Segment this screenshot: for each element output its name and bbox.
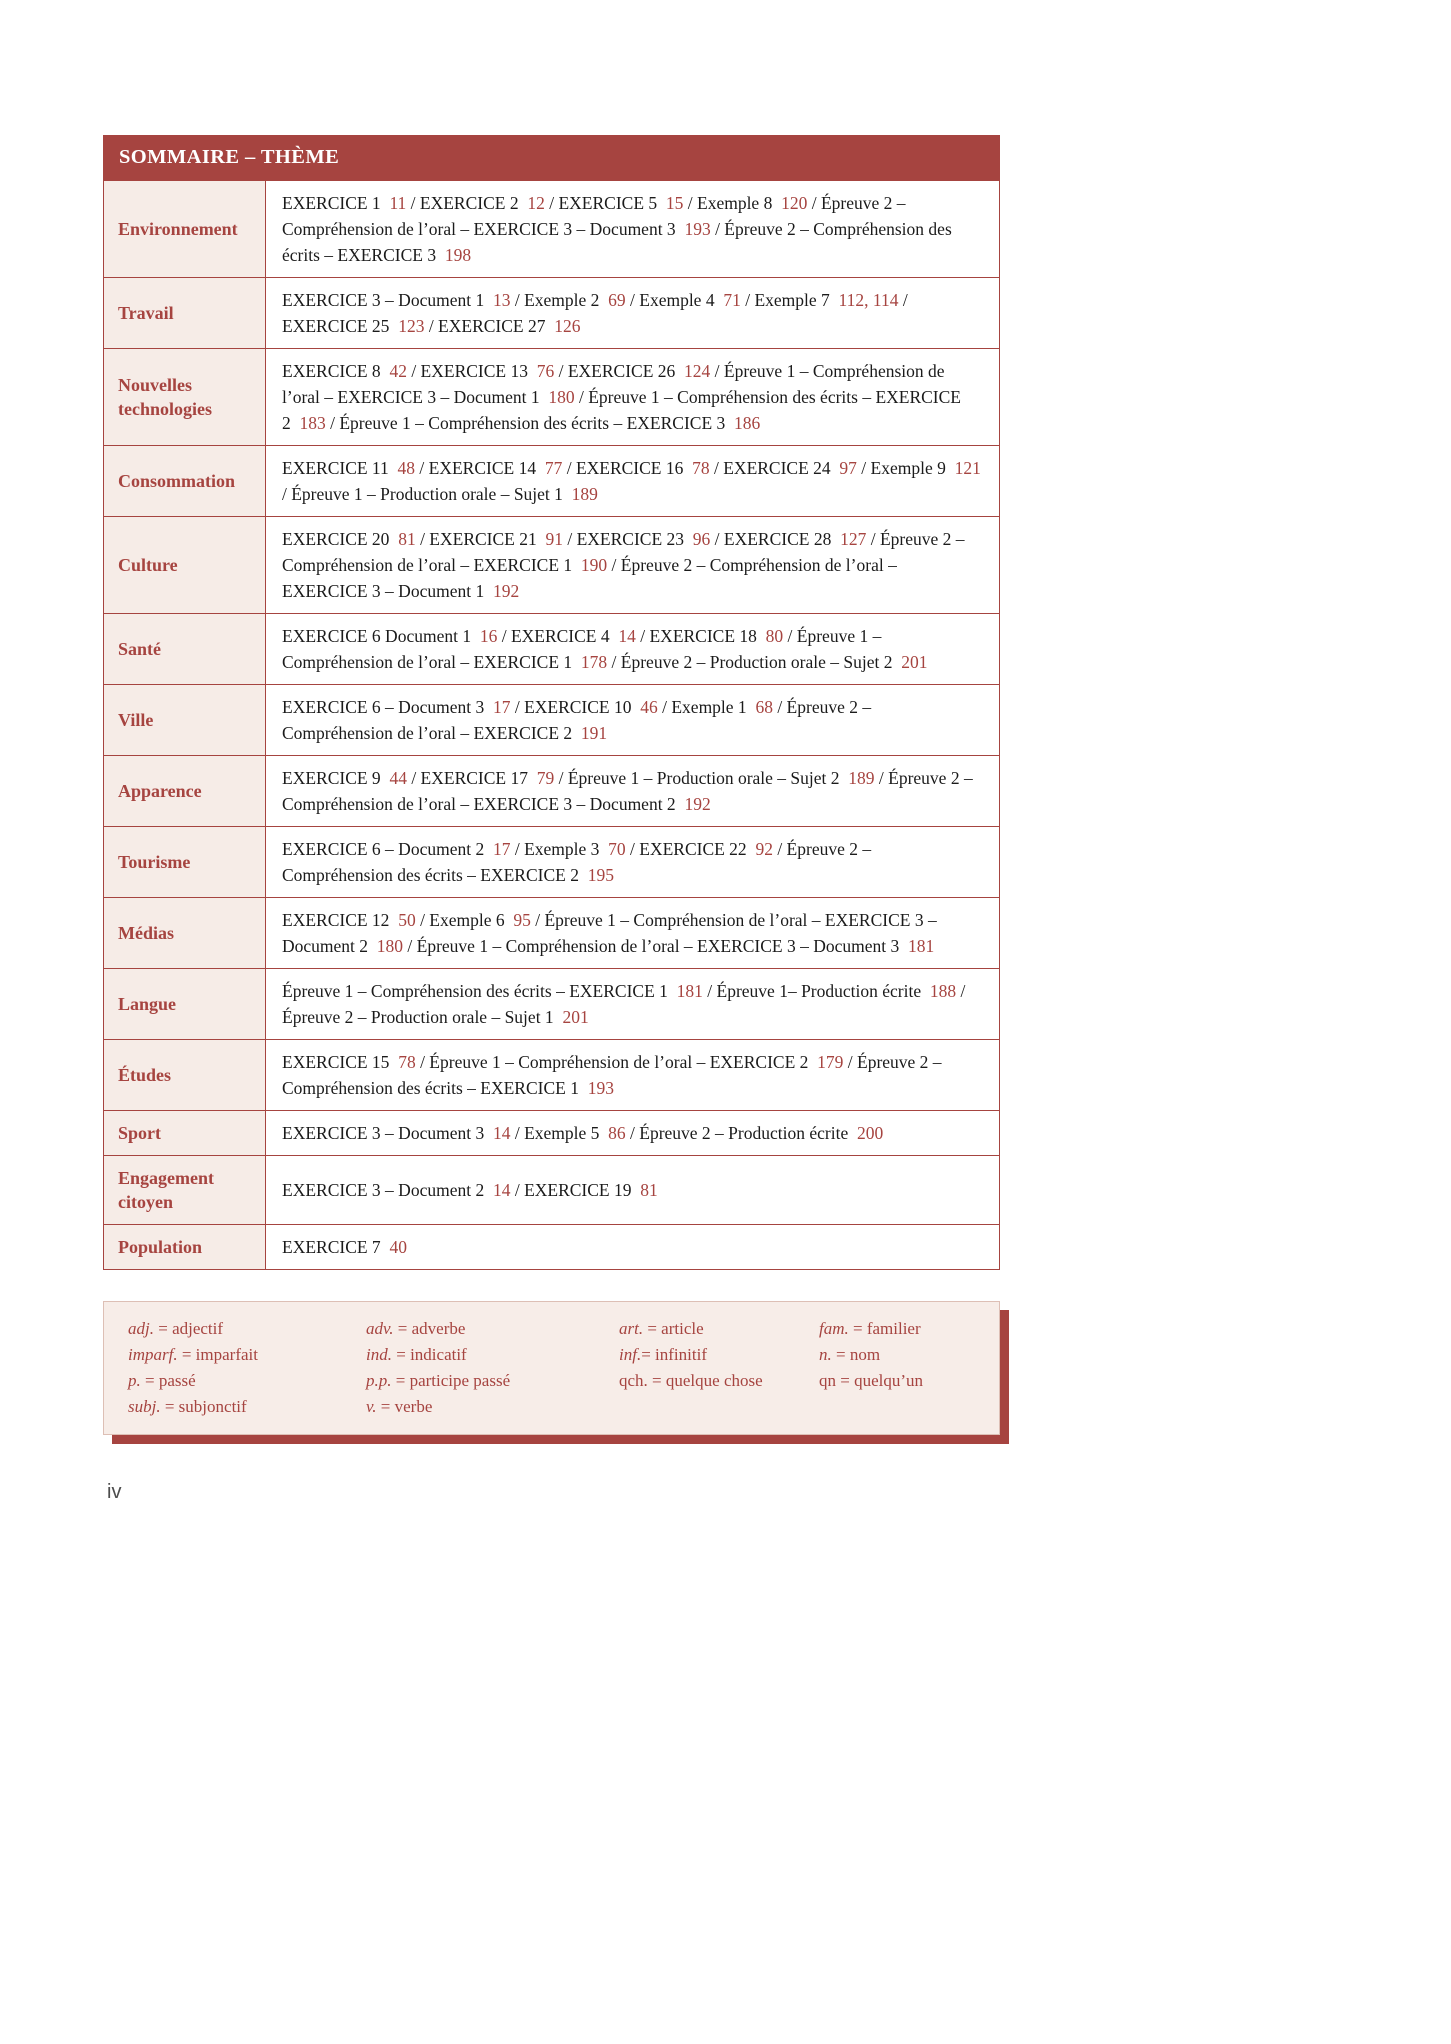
legend-abbr: adj. [128, 1319, 154, 1338]
entry-label: / Épreuve 1 – Compréhension des écrits – EXERCICE 3 [325, 413, 735, 433]
theme-table-body [103, 181, 1000, 1270]
page-number: 180 [376, 936, 404, 956]
theme-cell [104, 1040, 266, 1110]
page-number: 78 [692, 458, 710, 478]
page-number: 78 [398, 1052, 416, 1072]
legend-definition: = verbe [376, 1397, 433, 1416]
entry-label: / Épreuve 2 – Compréhension des écrits – EXERCICE 2 [282, 839, 872, 885]
entry-label: / Exemple 6 [415, 910, 514, 930]
legend-abbr: p.p. [366, 1371, 392, 1390]
entry-label: / EXERCICE 21 [415, 529, 546, 549]
page-number: 192 [492, 581, 520, 601]
legend-item [819, 1316, 989, 1342]
entry-label: / Épreuve 1 – Production orale – Sujet 2 [554, 768, 849, 788]
page-number: 17 [492, 697, 511, 717]
entry-label: EXERCICE 6 – Document 2 [282, 839, 493, 859]
page-number: 191 [580, 723, 608, 743]
theme-cell [104, 1156, 266, 1224]
entry-label: / EXERCICE 23 [562, 529, 693, 549]
page-number: 96 [692, 529, 711, 549]
page-number: 95 [513, 910, 531, 930]
legend-definition: = nom [831, 1345, 881, 1364]
entry-label: / Exemple 5 [510, 1123, 609, 1143]
entry-label: EXERCICE 11 [282, 458, 398, 478]
table-row [104, 826, 999, 897]
legend-abbr: qch. [619, 1371, 648, 1390]
legend-item [366, 1342, 619, 1368]
legend-definition: = participe passé [391, 1371, 511, 1390]
page-number: 193 [587, 1078, 614, 1098]
theme-cell [104, 756, 266, 826]
legend-definition: = adjectif [153, 1319, 224, 1338]
page-number: 91 [545, 529, 563, 549]
entry-label: EXERCICE 3 – Document 1 [282, 290, 493, 310]
entry-label: EXERCICE 9 [282, 768, 390, 788]
page-number: 11 [389, 193, 407, 213]
entry-label: / EXERCICE 25 [282, 290, 908, 336]
legend-abbr: subj. [128, 1397, 161, 1416]
entry-label: / Épreuve 1– Production écrite [702, 981, 930, 1001]
entry-label: / Exemple 7 [740, 290, 839, 310]
page-number: 12 [527, 193, 545, 213]
theme-label: Santé [118, 639, 162, 659]
legend-item [619, 1368, 819, 1394]
page-number: 77 [544, 458, 563, 478]
entry-label: / EXERCICE 28 [710, 529, 841, 549]
page-number: 121 [954, 458, 981, 478]
legend-item [128, 1342, 366, 1368]
entry-label: EXERCICE 3 – Document 3 [282, 1123, 493, 1143]
document-page [103, 135, 1000, 1504]
page-number: 179 [817, 1052, 844, 1072]
page-number: 188 [929, 981, 957, 1001]
page-number: 14 [618, 626, 636, 646]
entry-text [282, 1049, 985, 1101]
page-number: 180 [548, 387, 575, 407]
legend-abbr: inf. [619, 1345, 642, 1364]
theme-label: Sport [118, 1123, 162, 1143]
entry-label: / EXERCICE 4 [497, 626, 619, 646]
page-number: 79 [536, 768, 555, 788]
theme-label: Études [118, 1065, 172, 1085]
table-title: SOMMAIRE – THÈME [119, 146, 340, 168]
page-number: 183 [299, 413, 326, 433]
entry-label: / EXERCICE 27 [424, 316, 555, 336]
table-row [104, 348, 999, 445]
entry-label: / Exemple 3 [510, 839, 609, 859]
legend-abbr: adv. [366, 1319, 394, 1338]
entry-label: / EXERCICE 2 [406, 193, 528, 213]
entry-label: / Épreuve 2 – Compréhension des écrits – EXERCICE 3 [282, 219, 952, 265]
page-number: 76 [536, 361, 555, 381]
theme-cell [104, 349, 266, 445]
legend-column [128, 1316, 366, 1420]
theme-label: Nouvelles technologies [118, 375, 212, 419]
page-number: 71 [723, 290, 741, 310]
page-number: 17 [492, 839, 511, 859]
legend-item [819, 1368, 989, 1394]
legend-definition: = familier [848, 1319, 921, 1338]
content-cell [266, 969, 999, 1039]
content-cell [266, 1111, 999, 1155]
entry-label: EXERCICE 6 – Document 3 [282, 697, 493, 717]
theme-label: Médias [118, 923, 174, 943]
entry-label: / Épreuve 1 – Compréhension de l’oral – EXERCICE 3 – Document 1 [282, 361, 945, 407]
legend-item [128, 1368, 366, 1394]
entry-label: / Exemple 4 [625, 290, 724, 310]
entry-label: / EXERCICE 19 [510, 1180, 641, 1200]
page-number: 86 [608, 1123, 626, 1143]
theme-cell [104, 446, 266, 516]
page-number-footer: iv [107, 1481, 122, 1503]
legend-item [128, 1316, 366, 1342]
page-number: 190 [580, 555, 608, 575]
entry-text [282, 1120, 883, 1146]
entry-label: / EXERCICE 17 [406, 768, 537, 788]
entry-label: / Épreuve 2 – Compréhension de l’oral – EXERCICE 3 – Document 3 [282, 193, 906, 239]
page-number: 70 [608, 839, 626, 859]
page-number: 123 [398, 316, 425, 336]
table-row [104, 277, 999, 348]
legend-item [366, 1368, 619, 1394]
content-cell [266, 827, 999, 897]
page-number: 201 [562, 1007, 589, 1027]
table-row [104, 445, 999, 516]
page-number: 189 [571, 484, 598, 504]
legend-definition: = imparfait [177, 1345, 258, 1364]
legend-abbr: p. [128, 1371, 141, 1390]
entry-label: / EXERCICE 18 [635, 626, 766, 646]
legend-item [366, 1316, 619, 1342]
page-number: 40 [389, 1237, 407, 1257]
entry-label: / EXERCICE 5 [544, 193, 666, 213]
page-number: 69 [608, 290, 626, 310]
theme-cell [104, 1225, 266, 1269]
page-number: 14 [492, 1123, 511, 1143]
legend-definition: = infinitif [641, 1345, 707, 1364]
entry-label: EXERCICE 6 Document 1 [282, 626, 480, 646]
theme-label: Population [118, 1237, 203, 1257]
legend-box [103, 1301, 1000, 1435]
entry-label: / EXERCICE 26 [554, 361, 685, 381]
legend-column [819, 1316, 989, 1420]
page-number: 127 [840, 529, 867, 549]
entry-label: / Épreuve 2 – Production orale – Sujet 2 [607, 652, 902, 672]
entry-label: / Exemple 2 [510, 290, 609, 310]
page-number: 13 [492, 290, 511, 310]
theme-cell [104, 614, 266, 684]
entry-label: / Épreuve 2 – Compréhension des écrits – EXERCICE 1 [282, 1052, 942, 1098]
theme-label: Consommation [118, 471, 236, 491]
entry-label: / Épreuve 2 – Compréhension de l’oral – EXERCICE 1 [282, 529, 965, 575]
legend-item [819, 1342, 989, 1368]
entry-label: / Épreuve 2 – Production orale – Sujet 1 [282, 981, 966, 1027]
page-number: 15 [665, 193, 684, 213]
entry-text [282, 190, 985, 268]
page-number: 200 [856, 1123, 884, 1143]
content-cell [266, 181, 999, 277]
page-number: 112, 114 [838, 290, 899, 310]
entry-label: EXERCICE 20 [282, 529, 399, 549]
legend-abbr: imparf. [128, 1345, 178, 1364]
page-number: 46 [640, 697, 658, 717]
entry-label: / Épreuve 1 – Production orale – Sujet 1 [282, 484, 572, 504]
content-cell [266, 1040, 999, 1110]
page-number: 193 [684, 219, 711, 239]
entry-label: / EXERCICE 24 [709, 458, 840, 478]
table-row [104, 613, 999, 684]
table-row [104, 968, 999, 1039]
page-number: 80 [765, 626, 784, 646]
entry-text [282, 765, 985, 817]
table-row [104, 516, 999, 613]
content-cell [266, 446, 999, 516]
page-number: 186 [734, 413, 761, 433]
content-cell [266, 349, 999, 445]
theme-label: Travail [118, 303, 174, 323]
theme-cell [104, 685, 266, 755]
table-row [104, 684, 999, 755]
theme-cell [104, 517, 266, 613]
entry-text [282, 1234, 407, 1260]
entry-label: EXERCICE 1 [282, 193, 390, 213]
legend-abbr: n. [819, 1345, 832, 1364]
page-number: 201 [901, 652, 928, 672]
content-cell [266, 685, 999, 755]
entry-text [282, 907, 985, 959]
legend-abbr: v. [366, 1397, 377, 1416]
page-number: 14 [492, 1180, 511, 1200]
page-number: 178 [580, 652, 608, 672]
entry-label: / EXERCICE 16 [562, 458, 693, 478]
legend-definition: = passé [140, 1371, 196, 1390]
theme-label: Culture [118, 555, 178, 575]
page-number: 92 [755, 839, 773, 859]
entry-label: EXERCICE 3 – Document 2 [282, 1180, 493, 1200]
entry-label: / Épreuve 2 – Compréhension de l’oral – EXERCICE 3 – Document 2 [282, 768, 973, 814]
legend-column [366, 1316, 619, 1420]
entry-text [282, 1177, 658, 1203]
entry-label: / Épreuve 1 – Compréhension de l’oral – EXERCICE 3 – Document 2 [282, 910, 937, 956]
entry-text [282, 694, 985, 746]
entry-text [282, 287, 985, 339]
page-number: 124 [684, 361, 711, 381]
theme-label: Engagement citoyen [118, 1168, 214, 1212]
entry-label: EXERCICE 7 [282, 1237, 390, 1257]
page-number: 181 [908, 936, 935, 956]
theme-cell [104, 1111, 266, 1155]
legend-column [619, 1316, 819, 1420]
content-cell [266, 278, 999, 348]
content-cell [266, 898, 999, 968]
page-number: 81 [640, 1180, 658, 1200]
entry-label: / Épreuve 1 – Compréhension de l’oral – EXERCICE 3 – Document 3 [403, 936, 909, 956]
page-number: 97 [839, 458, 857, 478]
entry-label: / Épreuve 1 – Compréhension de l’oral – EXERCICE 2 [415, 1052, 818, 1072]
legend-abbr: ind. [366, 1345, 392, 1364]
theme-cell [104, 827, 266, 897]
entry-label: EXERCICE 8 [282, 361, 390, 381]
content-cell [266, 756, 999, 826]
page-number: 120 [781, 193, 808, 213]
entry-text [282, 978, 985, 1030]
entry-label: / Épreuve 2 – Production écrite [625, 1123, 857, 1143]
page-number: 16 [479, 626, 498, 646]
theme-label: Ville [118, 710, 154, 730]
entry-label: / Exemple 8 [683, 193, 782, 213]
legend-definition: = quelqu’un [836, 1371, 924, 1390]
entry-text [282, 455, 985, 507]
entry-label: EXERCICE 12 [282, 910, 399, 930]
table-row [104, 1110, 999, 1155]
page-number: 195 [587, 865, 614, 885]
entry-label: / Exemple 9 [856, 458, 955, 478]
entry-label: EXERCICE 15 [282, 1052, 399, 1072]
theme-label: Environnement [118, 219, 238, 239]
entry-text [282, 526, 985, 604]
entry-label: / Épreuve 2 – Compréhension de l’oral – EXERCICE 2 [282, 697, 872, 743]
content-cell [266, 1156, 999, 1224]
legend-definition: = indicatif [391, 1345, 467, 1364]
table-row [104, 755, 999, 826]
page-number: 192 [684, 794, 711, 814]
legend-definition: = adverbe [393, 1319, 466, 1338]
entry-label: / Exemple 1 [657, 697, 756, 717]
legend-abbr: art. [619, 1319, 644, 1338]
content-cell [266, 517, 999, 613]
page-number: 48 [397, 458, 416, 478]
table-row [104, 1155, 999, 1224]
theme-cell [104, 278, 266, 348]
entry-text [282, 623, 985, 675]
entry-text [282, 836, 985, 888]
legend-item [366, 1394, 619, 1420]
entry-label: / EXERCICE 13 [406, 361, 537, 381]
theme-label: Langue [118, 994, 177, 1014]
legend-abbr: qn [819, 1371, 836, 1390]
legend-item [619, 1342, 819, 1368]
entry-label: / EXERCICE 10 [510, 697, 641, 717]
table-row [104, 181, 999, 277]
theme-cell [104, 969, 266, 1039]
page-number: 42 [389, 361, 407, 381]
content-cell [266, 1225, 999, 1269]
theme-cell [104, 181, 266, 277]
page-number: 44 [389, 768, 407, 788]
table-row [104, 1039, 999, 1110]
table-row [104, 897, 999, 968]
page-number: 50 [398, 910, 416, 930]
legend-item [128, 1394, 366, 1420]
entry-label: Épreuve 1 – Compréhension des écrits – EXERCICE 1 [282, 981, 677, 1001]
entry-label: / Épreuve 2 – Compréhension de l’oral – EXERCICE 3 – Document 1 [282, 555, 897, 601]
page-number: 126 [554, 316, 581, 336]
theme-label: Apparence [118, 781, 202, 801]
content-cell [266, 614, 999, 684]
page-number: 68 [755, 697, 773, 717]
entry-label: / EXERCICE 14 [415, 458, 545, 478]
legend-definition: = article [643, 1319, 704, 1338]
legend-abbr: fam. [819, 1319, 849, 1338]
table-row [104, 1224, 999, 1269]
legend-item [619, 1316, 819, 1342]
page-number: 81 [398, 529, 416, 549]
theme-cell [104, 898, 266, 968]
page-number: 198 [444, 245, 472, 265]
entry-label: / Épreuve 1 – Compréhension de l’oral – EXERCICE 1 [282, 626, 882, 672]
entry-text [282, 358, 985, 436]
legend-definition: = subjonctif [160, 1397, 247, 1416]
entry-label: / EXERCICE 22 [625, 839, 756, 859]
legend-definition: = quelque chose [647, 1371, 763, 1390]
page-number: 189 [848, 768, 875, 788]
page-number: 181 [676, 981, 703, 1001]
table-header [103, 135, 1000, 181]
sommaire-theme-table [103, 135, 1000, 1270]
theme-label: Tourisme [118, 852, 191, 872]
entry-label: / Épreuve 1 – Compréhension des écrits – EXERCICE 2 [282, 387, 961, 433]
